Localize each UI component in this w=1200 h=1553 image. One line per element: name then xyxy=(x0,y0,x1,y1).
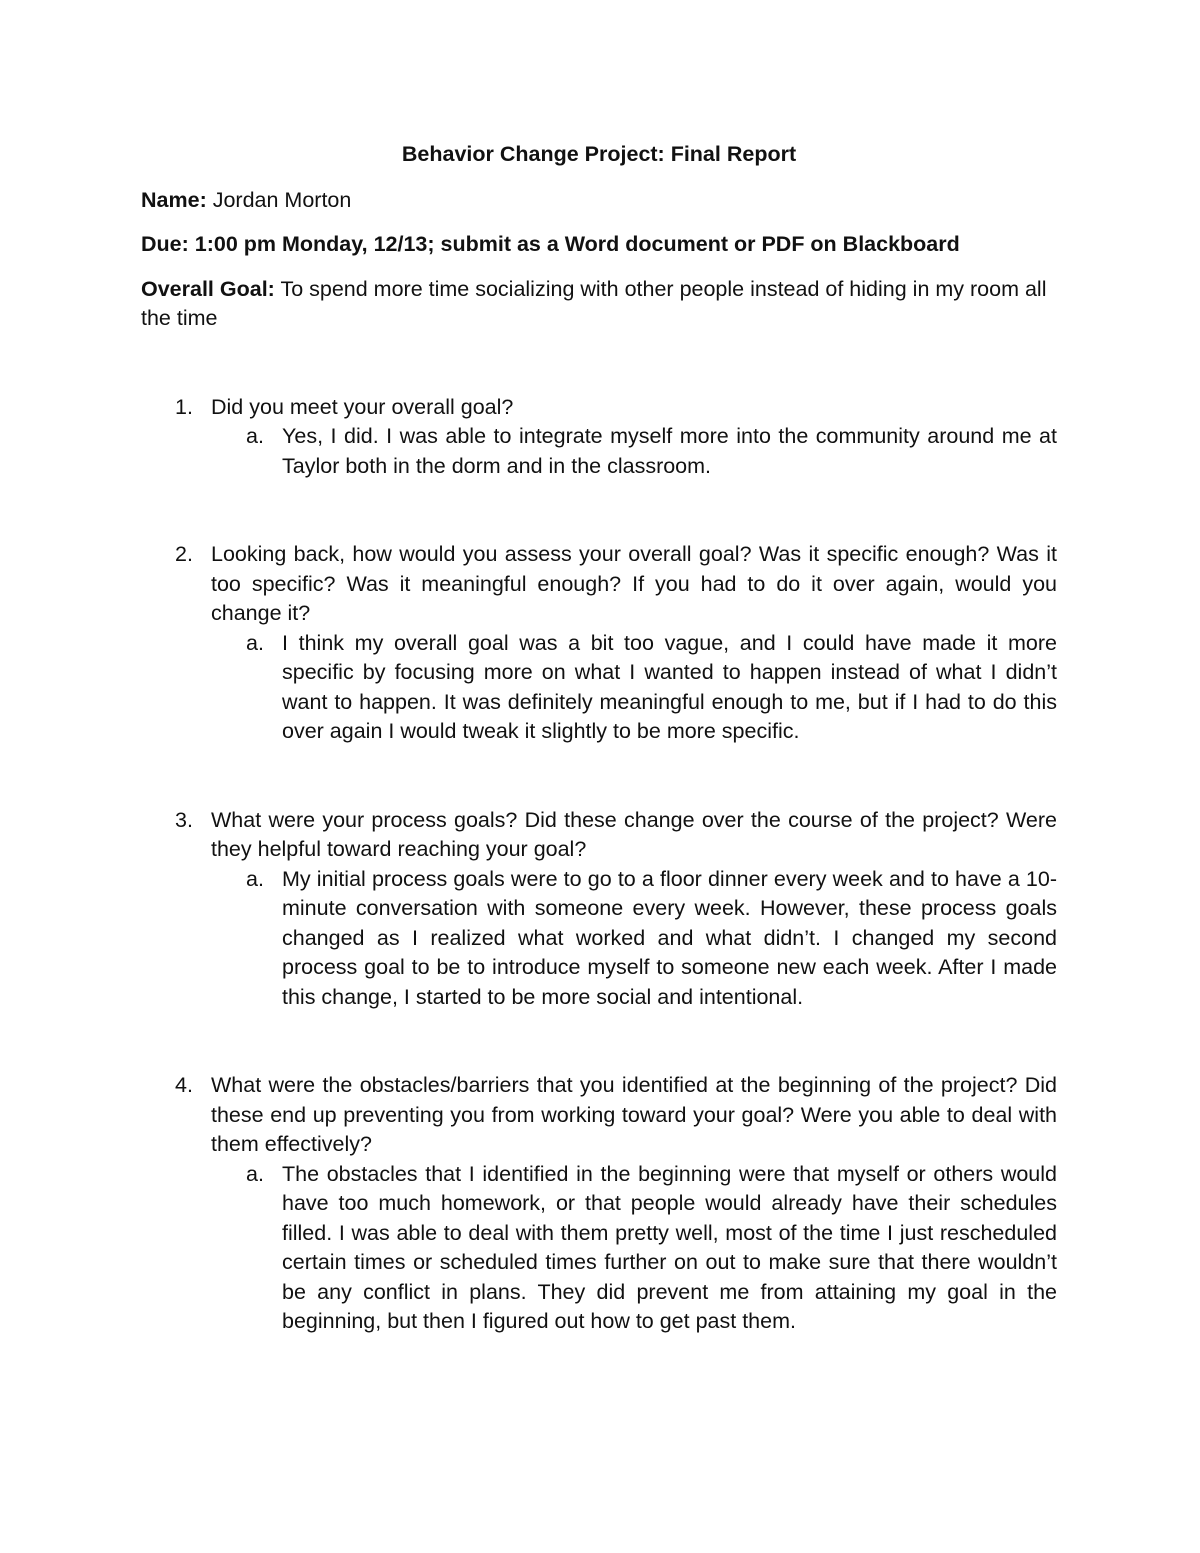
due-value: 1:00 pm Monday, 12/13; submit as a Word document or PDF on Blackboard xyxy=(194,232,960,256)
question-text: Looking back, how would you assess your overall goal? Was it specific enough? Was it too specific? Was it meaningful enough? If you had to do it over again, would you change it? xyxy=(211,542,1057,625)
answer-text: My initial process goals were to go to a floor dinner every week and to have a 10-minute conversation with someone every week. However, these process goals changed as I realized what worked and what didn’t. I changed my second process goal to be to introduce myself to someone new each week. After I made this change, I started to be more social and intentional. xyxy=(282,866,1057,1009)
answer-letter: a. xyxy=(246,424,264,448)
question-number: 2. xyxy=(175,542,193,566)
answer-text: Yes, I did. I was able to integrate myself more into the community around me at Taylor both in the dorm and in the classroom. xyxy=(282,424,1057,478)
goal-value: To spend more time socializing with other people instead of hiding in my room all the time xyxy=(141,276,1047,330)
overall-goal-field: Overall Goal: To spend more time socializing with other people instead of hiding in my room all the time xyxy=(141,276,1047,330)
question-list xyxy=(141,393,1057,1337)
question-number: 1. xyxy=(175,394,193,419)
answer-text: The obstacles that I identified in the beginning were that myself or others would have too much homework, or that people would already have their schedules filled. I was able to deal with them pretty well, most of the time I just rescheduled certain times or scheduled times further on out to make sure that there wouldn’t be any conflict in plans. They did prevent me from attaining my goal in the beginning, but then I figured out how to get past them. xyxy=(282,1161,1057,1333)
question-item xyxy=(141,540,1057,747)
answer-item xyxy=(211,422,1057,481)
question-number: 3. xyxy=(175,807,193,832)
question-number: 4. xyxy=(175,1073,193,1097)
answer-item xyxy=(211,865,1057,1013)
document-page xyxy=(141,140,1057,1337)
question-text: What were your process goals? Did these change over the course of the project? Were they helpful toward reaching your goal? xyxy=(211,807,1057,861)
due-label: Due xyxy=(141,232,182,256)
document-title: Behavior Change Project: Final Report xyxy=(401,142,797,166)
answer-text: I think my overall goal was a bit too vague, and I could have made it more specific by focusing more on what I wanted to happen instead of what I didn’t want to happen. It was definitely meaningful enough to me, but if I had to do this over again I would tweak it slightly to be more specific. xyxy=(282,630,1057,743)
goal-label: Overall Goal xyxy=(141,276,268,301)
name-value: Jordan Morton xyxy=(212,187,352,212)
name-label: Name xyxy=(141,187,200,212)
answer-letter: a. xyxy=(246,630,264,655)
answer-item xyxy=(211,1160,1057,1337)
answer-letter: a. xyxy=(246,1161,264,1186)
question-item xyxy=(141,806,1057,1013)
due-field: Due: 1:00 pm Monday, 12/13; submit as a Word document or PDF on Blackboard xyxy=(141,232,960,256)
question-item xyxy=(141,1071,1057,1337)
question-text: Did you meet your overall goal? xyxy=(211,394,514,419)
question-item xyxy=(141,393,1057,482)
question-text: What were the obstacles/barriers that you identified at the beginning of the project? Did these end up preventing you from working toward your goal? Were you able to deal with them effectively? xyxy=(211,1073,1057,1156)
answer-item xyxy=(211,629,1057,747)
name-field: Name: Jordan Morton xyxy=(141,187,352,212)
answer-letter: a. xyxy=(246,866,264,891)
